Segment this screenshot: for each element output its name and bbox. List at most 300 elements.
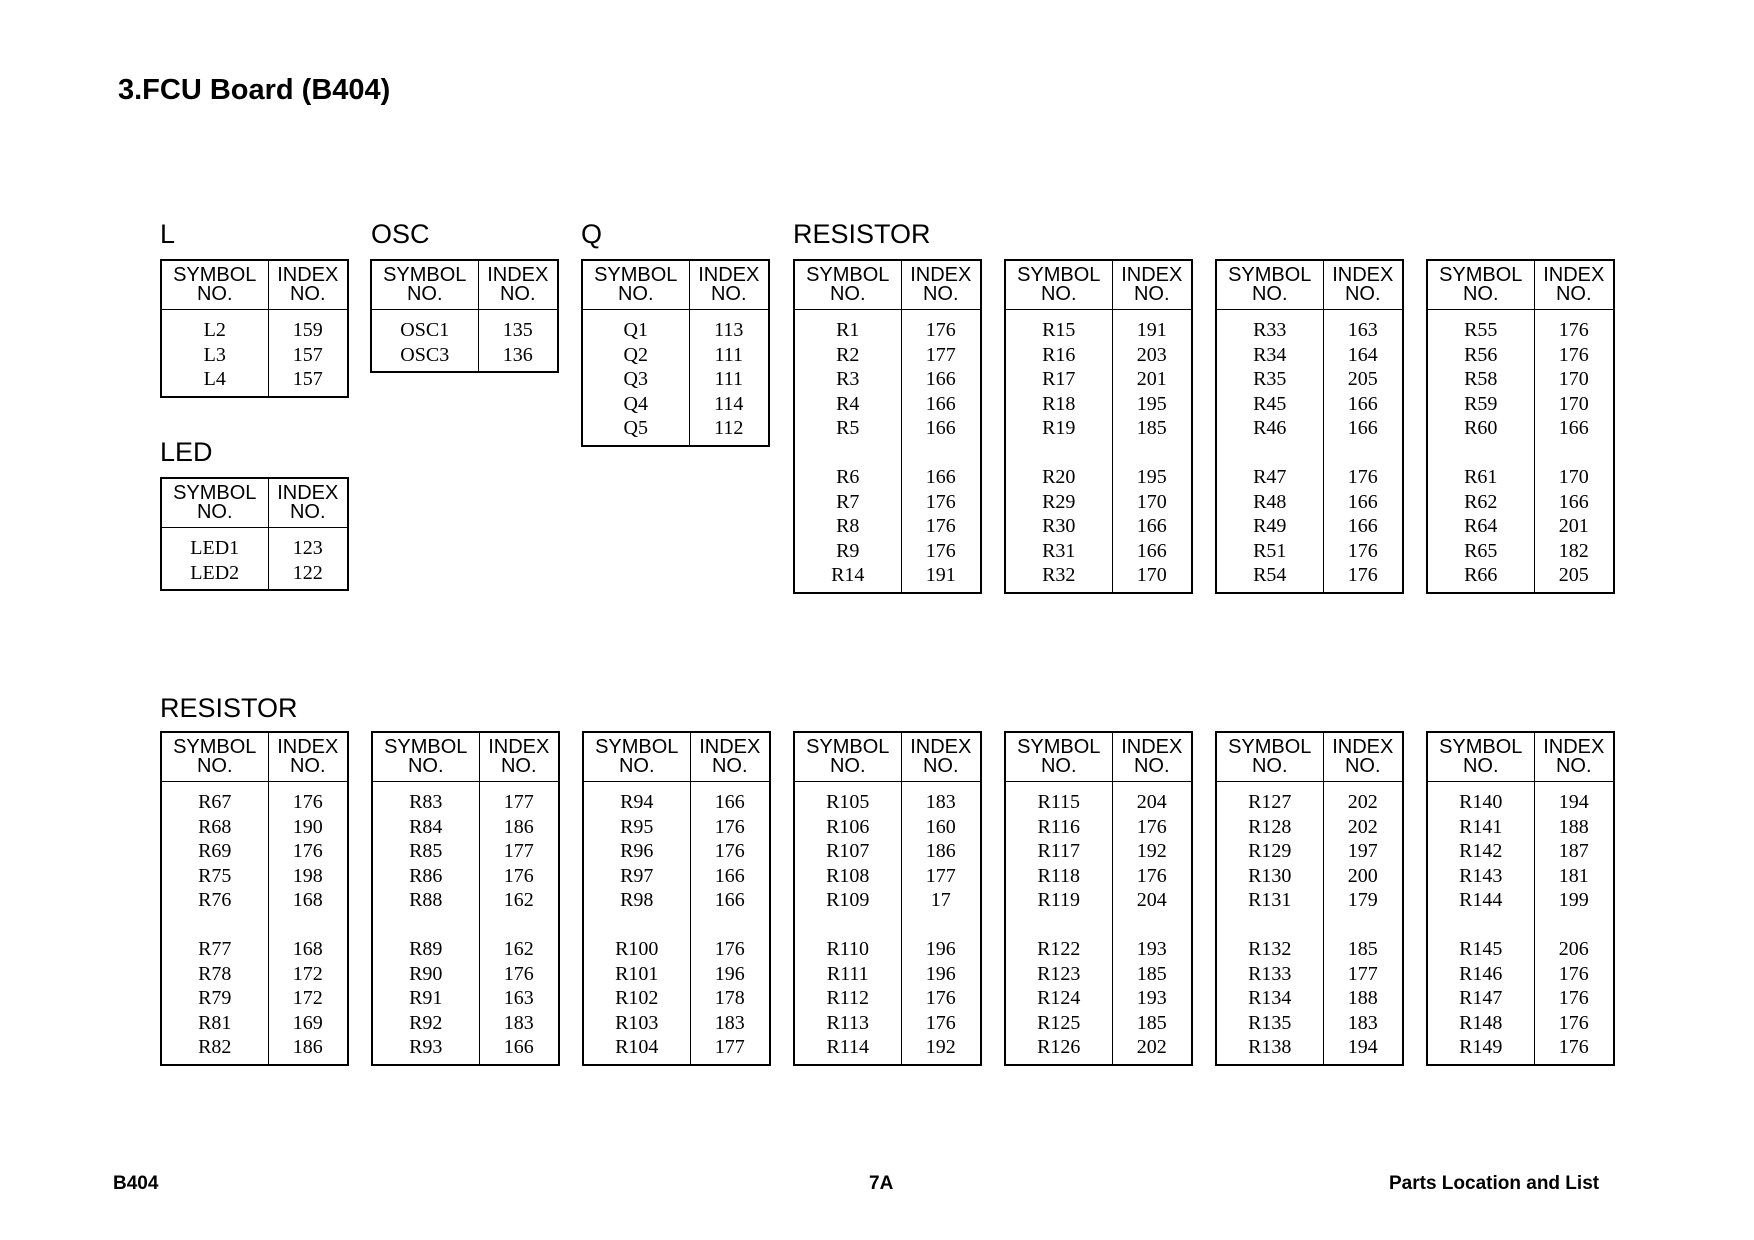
symbol-number: Q3 — [623, 368, 648, 390]
header-line: NO. — [196, 501, 233, 523]
index-column — [1323, 310, 1403, 593]
index-number: 182 — [1558, 539, 1589, 562]
symbol-number: R134 — [1248, 987, 1292, 1009]
index-column — [478, 310, 558, 373]
index-number: 162 — [503, 938, 534, 960]
symbol-column — [371, 310, 478, 373]
index-column — [268, 528, 348, 591]
symbol-number: R145 — [1459, 938, 1503, 960]
symbol-number: R142 — [1459, 840, 1503, 862]
index-number: 176 — [925, 515, 956, 537]
symbol-number: R116 — [1037, 815, 1081, 838]
header-line: NO. — [922, 283, 959, 305]
index-number: 176 — [1558, 343, 1589, 366]
header-line: INDEX — [1543, 736, 1605, 758]
index-no-header — [901, 732, 981, 782]
symbol-number: R109 — [826, 889, 870, 911]
parts-table — [160, 477, 349, 591]
index-number: 170 — [1136, 490, 1167, 513]
table-row — [161, 782, 348, 1065]
symbol-number: R18 — [1042, 392, 1076, 415]
header-line: SYMBOL — [806, 736, 890, 758]
symbol-number: OSC3 — [400, 343, 450, 366]
symbol-number: R29 — [1042, 490, 1076, 513]
index-number: 201 — [1558, 515, 1589, 537]
parts-table — [582, 731, 771, 1066]
index-number: 164 — [1347, 343, 1378, 366]
symbol-number: R78 — [198, 962, 232, 985]
index-number: 168 — [292, 889, 323, 911]
index-number: 183 — [1347, 1011, 1378, 1034]
header-line: INDEX — [910, 264, 972, 286]
symbol-number: R102 — [615, 987, 659, 1009]
index-number: 170 — [1558, 392, 1589, 415]
symbol-column — [372, 782, 479, 1065]
table-row — [582, 310, 769, 446]
index-number: 176 — [1558, 319, 1589, 341]
index-number: 193 — [1136, 987, 1167, 1009]
index-number: 159 — [292, 319, 323, 341]
index-column — [1534, 782, 1614, 1065]
index-number: 170 — [1558, 368, 1589, 390]
symbol-number: R127 — [1248, 791, 1292, 813]
symbol-number: R140 — [1459, 791, 1503, 813]
symbol-number: R59 — [1464, 392, 1498, 415]
header-line: SYMBOL — [1228, 264, 1312, 286]
symbol-number: R100 — [615, 938, 659, 960]
index-column — [689, 310, 769, 446]
index-number: 166 — [714, 864, 745, 887]
symbol-number: Q5 — [623, 417, 648, 439]
symbol-number: R111 — [826, 962, 869, 985]
symbol-number: R4 — [836, 392, 860, 415]
symbol-number: Q1 — [623, 319, 648, 341]
header-line: SYMBOL — [1017, 736, 1101, 758]
index-number: 166 — [1347, 392, 1378, 415]
symbol-number: R94 — [620, 791, 654, 813]
group-label-q: Q — [581, 219, 603, 249]
index-number: 177 — [714, 1036, 745, 1058]
index-number: 192 — [925, 1036, 956, 1058]
symbol-number: R92 — [409, 1011, 443, 1034]
header-line: INDEX — [277, 264, 339, 286]
header-line: INDEX — [277, 736, 339, 758]
symbol-number: R14 — [831, 564, 865, 586]
symbol-number: R68 — [198, 815, 232, 838]
header-line: SYMBOL — [1228, 736, 1312, 758]
symbol-number: R147 — [1459, 987, 1503, 1009]
symbol-number: R56 — [1464, 343, 1498, 366]
header-line: NO. — [406, 283, 443, 305]
header-line: NO. — [499, 283, 536, 305]
symbol-number: R89 — [409, 938, 443, 960]
symbol-number: R17 — [1042, 368, 1076, 390]
index-number: 122 — [292, 561, 323, 584]
index-number: 163 — [1347, 319, 1378, 341]
index-no-header — [268, 732, 348, 782]
symbol-number: R95 — [620, 815, 654, 838]
index-number: 201 — [1136, 368, 1167, 390]
index-number: 183 — [503, 1011, 534, 1034]
index-number: 176 — [1136, 864, 1167, 887]
symbol-number: R33 — [1253, 319, 1287, 341]
symbol-number: R81 — [198, 1011, 232, 1034]
index-number: 186 — [925, 840, 956, 862]
index-number: 114 — [714, 392, 744, 415]
index-number: 196 — [714, 962, 745, 985]
index-number: 172 — [292, 987, 323, 1009]
group-label-led: LED — [160, 437, 213, 467]
symbol-number: R112 — [826, 987, 870, 1009]
index-number: 176 — [292, 840, 323, 862]
parts-table — [793, 731, 982, 1066]
symbol-number: R103 — [615, 1011, 659, 1034]
group-label-osc: OSC — [371, 219, 430, 249]
index-number: 176 — [1347, 466, 1378, 488]
index-number: 176 — [503, 962, 534, 985]
symbol-number: R77 — [198, 938, 232, 960]
symbol-number: R66 — [1464, 564, 1498, 586]
index-number: 188 — [1347, 987, 1378, 1009]
symbol-no-header — [1216, 732, 1323, 782]
symbol-number: R131 — [1248, 889, 1292, 911]
symbol-number: R48 — [1253, 490, 1287, 513]
header-line: NO. — [711, 755, 748, 777]
index-number: 177 — [1347, 962, 1378, 985]
symbol-number: R125 — [1037, 1011, 1081, 1034]
index-number: 166 — [1558, 490, 1589, 513]
index-number: 166 — [1558, 417, 1589, 439]
symbol-number: R144 — [1459, 889, 1503, 911]
table-row — [1005, 310, 1192, 593]
symbol-column — [1005, 782, 1112, 1065]
symbol-column — [582, 310, 689, 446]
index-number: 177 — [925, 343, 956, 366]
footer-section-title: Parts Location and List — [1389, 1173, 1600, 1194]
index-number: 202 — [1136, 1036, 1167, 1058]
symbol-column — [1216, 782, 1323, 1065]
header-line: INDEX — [1121, 736, 1183, 758]
symbol-no-header — [1216, 260, 1323, 310]
index-number: 197 — [1347, 840, 1378, 862]
header-line: NO. — [289, 501, 326, 523]
index-no-header — [1323, 732, 1403, 782]
index-number: 166 — [925, 368, 956, 390]
index-no-header — [268, 478, 348, 528]
symbol-number: R55 — [1464, 319, 1498, 341]
header-line: NO. — [196, 283, 233, 305]
index-number: 186 — [292, 1036, 323, 1058]
index-number: 181 — [1558, 864, 1589, 887]
symbol-number: R123 — [1037, 962, 1081, 985]
symbol-number: R47 — [1253, 466, 1287, 488]
symbol-number: R148 — [1459, 1011, 1503, 1034]
index-number: 17 — [930, 889, 951, 911]
symbol-number: R1 — [836, 319, 860, 341]
symbol-number: R101 — [615, 962, 659, 985]
symbol-no-header — [371, 260, 478, 310]
symbol-number: R119 — [1037, 889, 1081, 911]
symbol-column — [1427, 310, 1534, 593]
index-number: 178 — [714, 987, 745, 1009]
symbol-number: R64 — [1464, 515, 1498, 537]
parts-table — [370, 259, 559, 373]
symbol-no-header — [794, 260, 901, 310]
symbol-number: R122 — [1037, 938, 1081, 960]
index-number: 166 — [714, 791, 745, 813]
symbol-number: R126 — [1037, 1036, 1081, 1058]
index-number: 157 — [292, 368, 323, 390]
symbol-column — [1216, 310, 1323, 593]
index-number: 176 — [292, 791, 323, 813]
symbol-number: R93 — [409, 1036, 443, 1058]
index-column — [1112, 310, 1192, 593]
index-number: 176 — [1558, 1011, 1589, 1034]
symbol-number: L4 — [203, 368, 226, 390]
symbol-number: R83 — [409, 791, 443, 813]
symbol-number: R60 — [1464, 417, 1498, 439]
table-row — [161, 528, 348, 591]
index-number: 166 — [1136, 515, 1167, 537]
index-number: 176 — [925, 490, 956, 513]
index-number: 111 — [714, 368, 743, 390]
index-number: 166 — [925, 466, 956, 488]
table-row — [372, 782, 559, 1065]
header-line: NO. — [1133, 755, 1170, 777]
header-line: NO. — [289, 283, 326, 305]
symbol-number: R132 — [1248, 938, 1292, 960]
symbol-number: R67 — [198, 791, 232, 813]
header-line: INDEX — [488, 736, 550, 758]
symbol-column — [583, 782, 690, 1065]
symbol-number: R91 — [409, 987, 443, 1009]
index-number: 190 — [292, 815, 323, 838]
index-number: 157 — [292, 343, 323, 366]
symbol-no-header — [161, 260, 268, 310]
header-line: NO. — [1251, 283, 1288, 305]
symbol-number: R85 — [409, 840, 443, 862]
header-line: INDEX — [1332, 736, 1394, 758]
index-number: 176 — [1347, 539, 1378, 562]
symbol-number: R62 — [1464, 490, 1498, 513]
parts-table — [1426, 731, 1615, 1066]
symbol-no-header — [1427, 260, 1534, 310]
symbol-number: R135 — [1248, 1011, 1292, 1034]
index-number: 166 — [925, 417, 956, 439]
header-line: SYMBOL — [806, 264, 890, 286]
index-number: 163 — [503, 987, 534, 1009]
table-row — [371, 310, 558, 373]
index-number: 166 — [1347, 490, 1378, 513]
symbol-number: R149 — [1459, 1036, 1503, 1058]
symbol-number: R30 — [1042, 515, 1076, 537]
index-number: 176 — [925, 319, 956, 341]
index-number: 185 — [1136, 962, 1167, 985]
symbol-number: R16 — [1042, 343, 1076, 366]
parts-table — [1004, 731, 1193, 1066]
index-number: 123 — [292, 537, 323, 559]
index-number: 200 — [1347, 864, 1378, 887]
table-row — [794, 782, 981, 1065]
header-line: NO. — [710, 283, 747, 305]
index-column — [1323, 782, 1403, 1065]
symbol-number: R34 — [1253, 343, 1287, 366]
symbol-number: R115 — [1037, 791, 1081, 813]
group-label-resistor: RESISTOR — [793, 219, 931, 249]
index-number: 176 — [925, 539, 956, 562]
symbol-number: R138 — [1248, 1036, 1292, 1058]
table-row — [1005, 782, 1192, 1065]
index-column — [1112, 782, 1192, 1065]
header-line: NO. — [1344, 283, 1381, 305]
symbol-number: L3 — [203, 343, 226, 366]
index-column — [268, 782, 348, 1065]
index-number: 195 — [1136, 466, 1167, 488]
header-line: INDEX — [1332, 264, 1394, 286]
parts-table — [1004, 259, 1193, 594]
symbol-number: R129 — [1248, 840, 1292, 862]
index-number: 193 — [1136, 938, 1167, 960]
index-column — [901, 310, 981, 593]
symbol-number: R82 — [198, 1036, 232, 1058]
header-line: INDEX — [1543, 264, 1605, 286]
parts-table — [1215, 731, 1404, 1066]
index-number: 176 — [1558, 987, 1589, 1009]
symbol-no-header — [372, 732, 479, 782]
index-number: 176 — [503, 864, 534, 887]
index-number: 135 — [502, 319, 533, 341]
symbol-no-header — [583, 732, 690, 782]
table-row — [583, 782, 770, 1065]
index-no-header — [689, 260, 769, 310]
index-number: 205 — [1558, 564, 1589, 586]
symbol-number: R146 — [1459, 962, 1503, 985]
parts-table — [793, 259, 982, 594]
header-line: INDEX — [698, 264, 760, 286]
header-line: NO. — [196, 755, 233, 777]
symbol-number: R61 — [1464, 466, 1498, 488]
header-line: INDEX — [277, 482, 339, 504]
symbol-number: R133 — [1248, 962, 1292, 985]
symbol-no-header — [161, 732, 268, 782]
index-number: 170 — [1136, 564, 1167, 586]
symbol-number: R54 — [1253, 564, 1287, 586]
index-number: 191 — [925, 564, 956, 586]
symbol-number: R110 — [826, 938, 870, 960]
symbol-no-header — [1005, 732, 1112, 782]
symbol-number: R65 — [1464, 539, 1498, 562]
header-line: SYMBOL — [173, 482, 257, 504]
index-number: 179 — [1347, 889, 1378, 911]
index-number: 176 — [925, 987, 956, 1009]
header-line: SYMBOL — [595, 736, 679, 758]
index-number: 205 — [1347, 368, 1378, 390]
index-number: 203 — [1136, 343, 1167, 366]
symbol-no-header — [1005, 260, 1112, 310]
index-no-header — [901, 260, 981, 310]
page-title: 3.FCU Board (B404) — [118, 74, 391, 106]
header-line: NO. — [1040, 755, 1077, 777]
header-line: NO. — [407, 755, 444, 777]
symbol-no-header — [161, 478, 268, 528]
symbol-number: R6 — [836, 466, 860, 488]
header-line: SYMBOL — [1439, 264, 1523, 286]
index-number: 177 — [503, 791, 534, 813]
index-number: 172 — [292, 962, 323, 985]
table-row — [794, 310, 981, 593]
index-number: 176 — [925, 1011, 956, 1034]
symbol-number: R69 — [198, 840, 232, 862]
table-row — [1216, 782, 1403, 1065]
symbol-number: R8 — [836, 515, 860, 537]
symbol-number: R58 — [1464, 368, 1498, 390]
symbol-number: R51 — [1253, 539, 1287, 562]
index-number: 187 — [1558, 840, 1589, 862]
symbol-number: R107 — [826, 840, 870, 862]
symbol-number: R118 — [1037, 864, 1081, 887]
index-number: 186 — [503, 815, 534, 838]
header-line: SYMBOL — [173, 264, 257, 286]
symbol-number: R84 — [409, 815, 443, 838]
index-number: 176 — [714, 815, 745, 838]
parts-table — [160, 731, 349, 1066]
symbol-column — [1005, 310, 1112, 593]
index-number: 162 — [503, 889, 534, 911]
header-line: NO. — [618, 755, 655, 777]
header-line: NO. — [1462, 755, 1499, 777]
index-number: 136 — [502, 343, 533, 366]
symbol-number: R7 — [836, 490, 860, 513]
index-number: 176 — [714, 938, 745, 960]
symbol-number: R128 — [1248, 815, 1292, 838]
symbol-number: R114 — [826, 1036, 870, 1058]
footer-model: B404 — [113, 1173, 159, 1194]
symbol-number: R108 — [826, 864, 870, 887]
index-no-header — [1534, 260, 1614, 310]
parts-table — [581, 259, 770, 447]
index-number: 199 — [1558, 889, 1589, 911]
header-line: SYMBOL — [1439, 736, 1523, 758]
index-number: 196 — [925, 938, 956, 960]
symbol-number: R35 — [1253, 368, 1287, 390]
header-line: SYMBOL — [383, 264, 467, 286]
header-line: NO. — [289, 755, 326, 777]
index-number: 204 — [1136, 791, 1167, 813]
symbol-number: R105 — [826, 791, 870, 813]
symbol-number: OSC1 — [400, 319, 450, 341]
index-number: 202 — [1347, 815, 1378, 838]
index-number: 183 — [925, 791, 956, 813]
index-number: 191 — [1136, 319, 1167, 341]
header-line: INDEX — [1121, 264, 1183, 286]
header-line: NO. — [1462, 283, 1499, 305]
header-line: SYMBOL — [594, 264, 678, 286]
table-row — [1427, 782, 1614, 1065]
parts-table — [160, 259, 349, 398]
index-number: 170 — [1558, 466, 1589, 488]
symbol-number: R3 — [836, 368, 860, 390]
header-line: NO. — [829, 283, 866, 305]
index-number: 168 — [292, 938, 323, 960]
symbol-number: R104 — [615, 1036, 659, 1058]
footer-page-number: 7A — [869, 1173, 894, 1194]
symbol-number: R76 — [198, 889, 232, 911]
symbol-column — [1427, 782, 1534, 1065]
parts-table — [1426, 259, 1615, 594]
symbol-number: R90 — [409, 962, 443, 985]
symbol-no-header — [794, 732, 901, 782]
index-no-header — [268, 260, 348, 310]
